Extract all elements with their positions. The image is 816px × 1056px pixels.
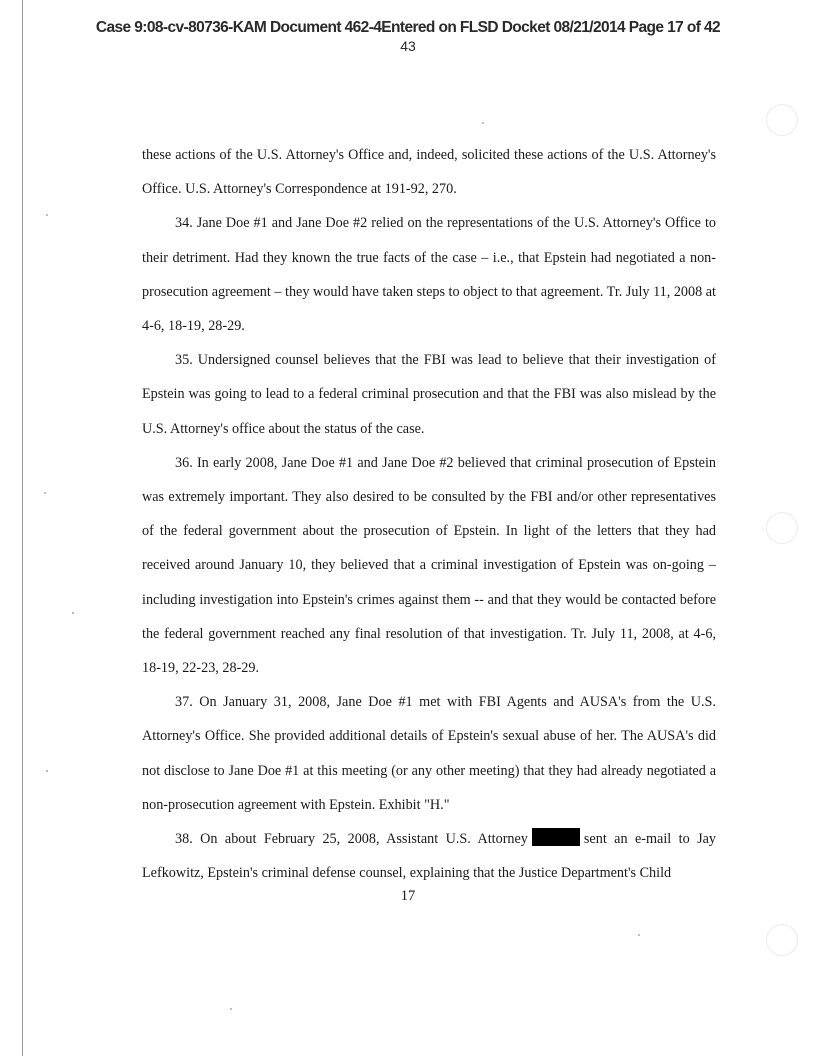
scan-speck bbox=[44, 492, 46, 494]
scan-speck bbox=[638, 934, 640, 936]
scan-speck bbox=[230, 1008, 232, 1010]
scan-speck bbox=[46, 770, 48, 772]
document-body bbox=[142, 138, 716, 890]
header-page-count: 43 bbox=[400, 38, 416, 54]
scan-speck bbox=[46, 214, 48, 216]
scan-speck bbox=[482, 122, 484, 124]
paragraph-38 bbox=[142, 822, 716, 890]
paragraph-36: 36. In early 2008, Jane Doe #1 and Jane Doe #2 believed that criminal prosecution of Epstein was extremely important. They also desired to be consulted by the FBI and/or other representatives of the federal government about the prosecution of Epstein. In light of the letters that they had received around January 10, they believed that a criminal investigation of Epstein was on-going – including investigation into Epstein's crimes against them -- and that they would be contacted before the federal government reached any final resolution of that investigation. Tr. July 11, 2008, at 4-6, 18-19, 22-23, 28-29. bbox=[142, 454, 716, 677]
scan-punch-hole-middle bbox=[766, 512, 798, 544]
paragraph-38-before-redaction: 38. On about February 25, 2008, Assistant U.S. Attorney bbox=[175, 831, 528, 848]
paragraph-35: 35. Undersigned counsel believes that the FBI was lead to believe that their investigation of Epstein was going to lead to a federal criminal prosecution and that the FBI was also mislead by the U.S. Attorney's office about the status of the case. bbox=[142, 352, 716, 437]
redaction-block bbox=[532, 828, 580, 846]
scan-punch-hole-top bbox=[766, 104, 798, 136]
scan-speck bbox=[72, 612, 74, 614]
scan-punch-hole-bottom bbox=[766, 924, 798, 956]
paragraph-38-after-redaction: sent an e-mail to Jay Lefkowitz, Epstein's criminal defense counsel, explaining that the Justice Department's Child bbox=[142, 831, 716, 882]
court-header-stamp: Case 9:08-cv-80736-KAM Document 462-4Entered on FLSD Docket 08/21/2014 Page 17 of 42 bbox=[95, 19, 721, 36]
paragraph-33-continuation: these actions of the U.S. Attorney's Office and, indeed, solicited these actions of the U.S. Attorney's Office. U.S. Attorney's Correspondence at 191-92, 270. bbox=[142, 147, 716, 198]
page-number: 17 bbox=[400, 888, 416, 904]
paragraph-34: 34. Jane Doe #1 and Jane Doe #2 relied on the representations of the U.S. Attorney's Office to their detriment. Had they known the true facts of the case – i.e., that Epstein had negotiated a non-prosecution agreement – they would have taken steps to object to that agreement. Tr. July 11, 2008 at 4-6, 18-19, 28-29. bbox=[142, 215, 716, 335]
paragraph-37: 37. On January 31, 2008, Jane Doe #1 met with FBI Agents and AUSA's from the U.S. Attorney's Office. She provided additional details of Epstein's sexual abuse of her. The AUSA's did not disclose to Jane Doe #1 at this meeting (or any other meeting) that they had already negotiated a non-prosecution agreement with Epstein. Exhibit "H." bbox=[142, 694, 716, 813]
